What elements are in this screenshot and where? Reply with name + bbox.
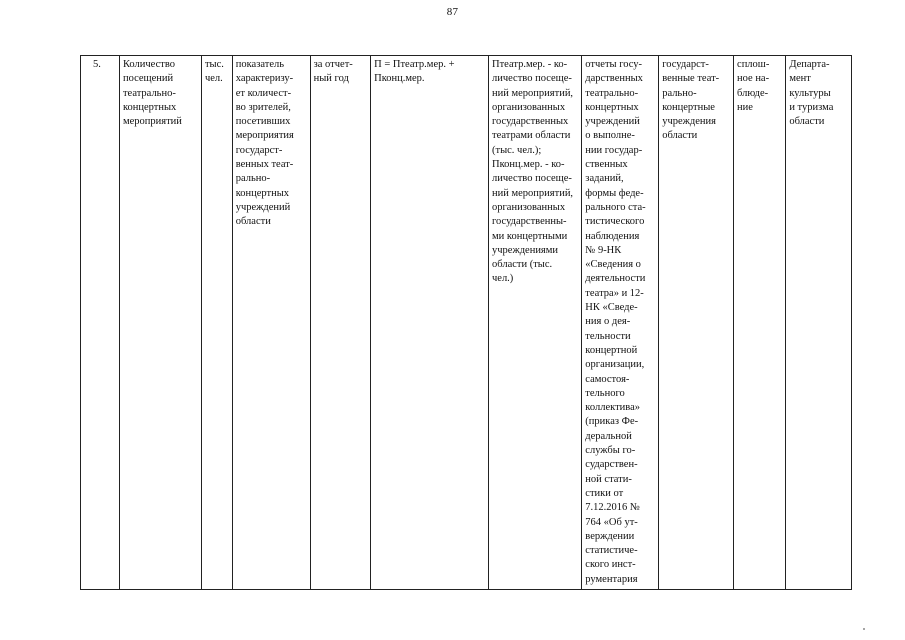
indicator-table (80, 55, 852, 590)
unit-cell: тыс. чел. (201, 56, 232, 590)
definition-cell: показатель характеризу- ет количест- во зрителей, посетивших мероприятия государст- венных теат- рально- концертных учреждений области (232, 56, 310, 590)
table-row (81, 56, 852, 590)
row-number: 5. (81, 56, 120, 590)
responsible-cell: Департа- мент культуры и туризма области (786, 56, 852, 590)
indicator-name-cell: Количество посещений театрально- концертных мероприятий (119, 56, 201, 590)
data-source-cell: отчеты госу- дарственных театрально- концертных учреждений о выполне- нии государ- ственных заданий, формы феде- рального ста- тистического наблюдения № 9-НК «Сведения о деятельности театра» и 12- НК «Сведе- ния о дея- тельности концертной организации, самостоя- тельного коллектива» (приказ Фе- деральной службы го- сударствен- ной стати- стики от 7.12.2016 № 764 «Об ут- верждении статистиче- ского инст- рументария (582, 56, 659, 590)
formula-terms-cell: Птеатр.мер. - ко- личество посеще- ний мероприятий, организованных государственных театрами области (тыс. чел.); Пконц.мер. - ко- личество посеще- ний мероприятий, организованных государственны- ми концертными учреждениями области (тыс. чел.) (489, 56, 582, 590)
page-number: 87 (446, 6, 459, 18)
scan-speck (863, 628, 865, 630)
period-cell: за отчет- ный год (310, 56, 370, 590)
formula-cell: П = Птеатр.мер. + Пконц.мер. (371, 56, 489, 590)
method-cell: сплош- ное на- блюде- ние (734, 56, 786, 590)
population-cell: государст- венные теат- рально- концертные учреждения области (659, 56, 734, 590)
